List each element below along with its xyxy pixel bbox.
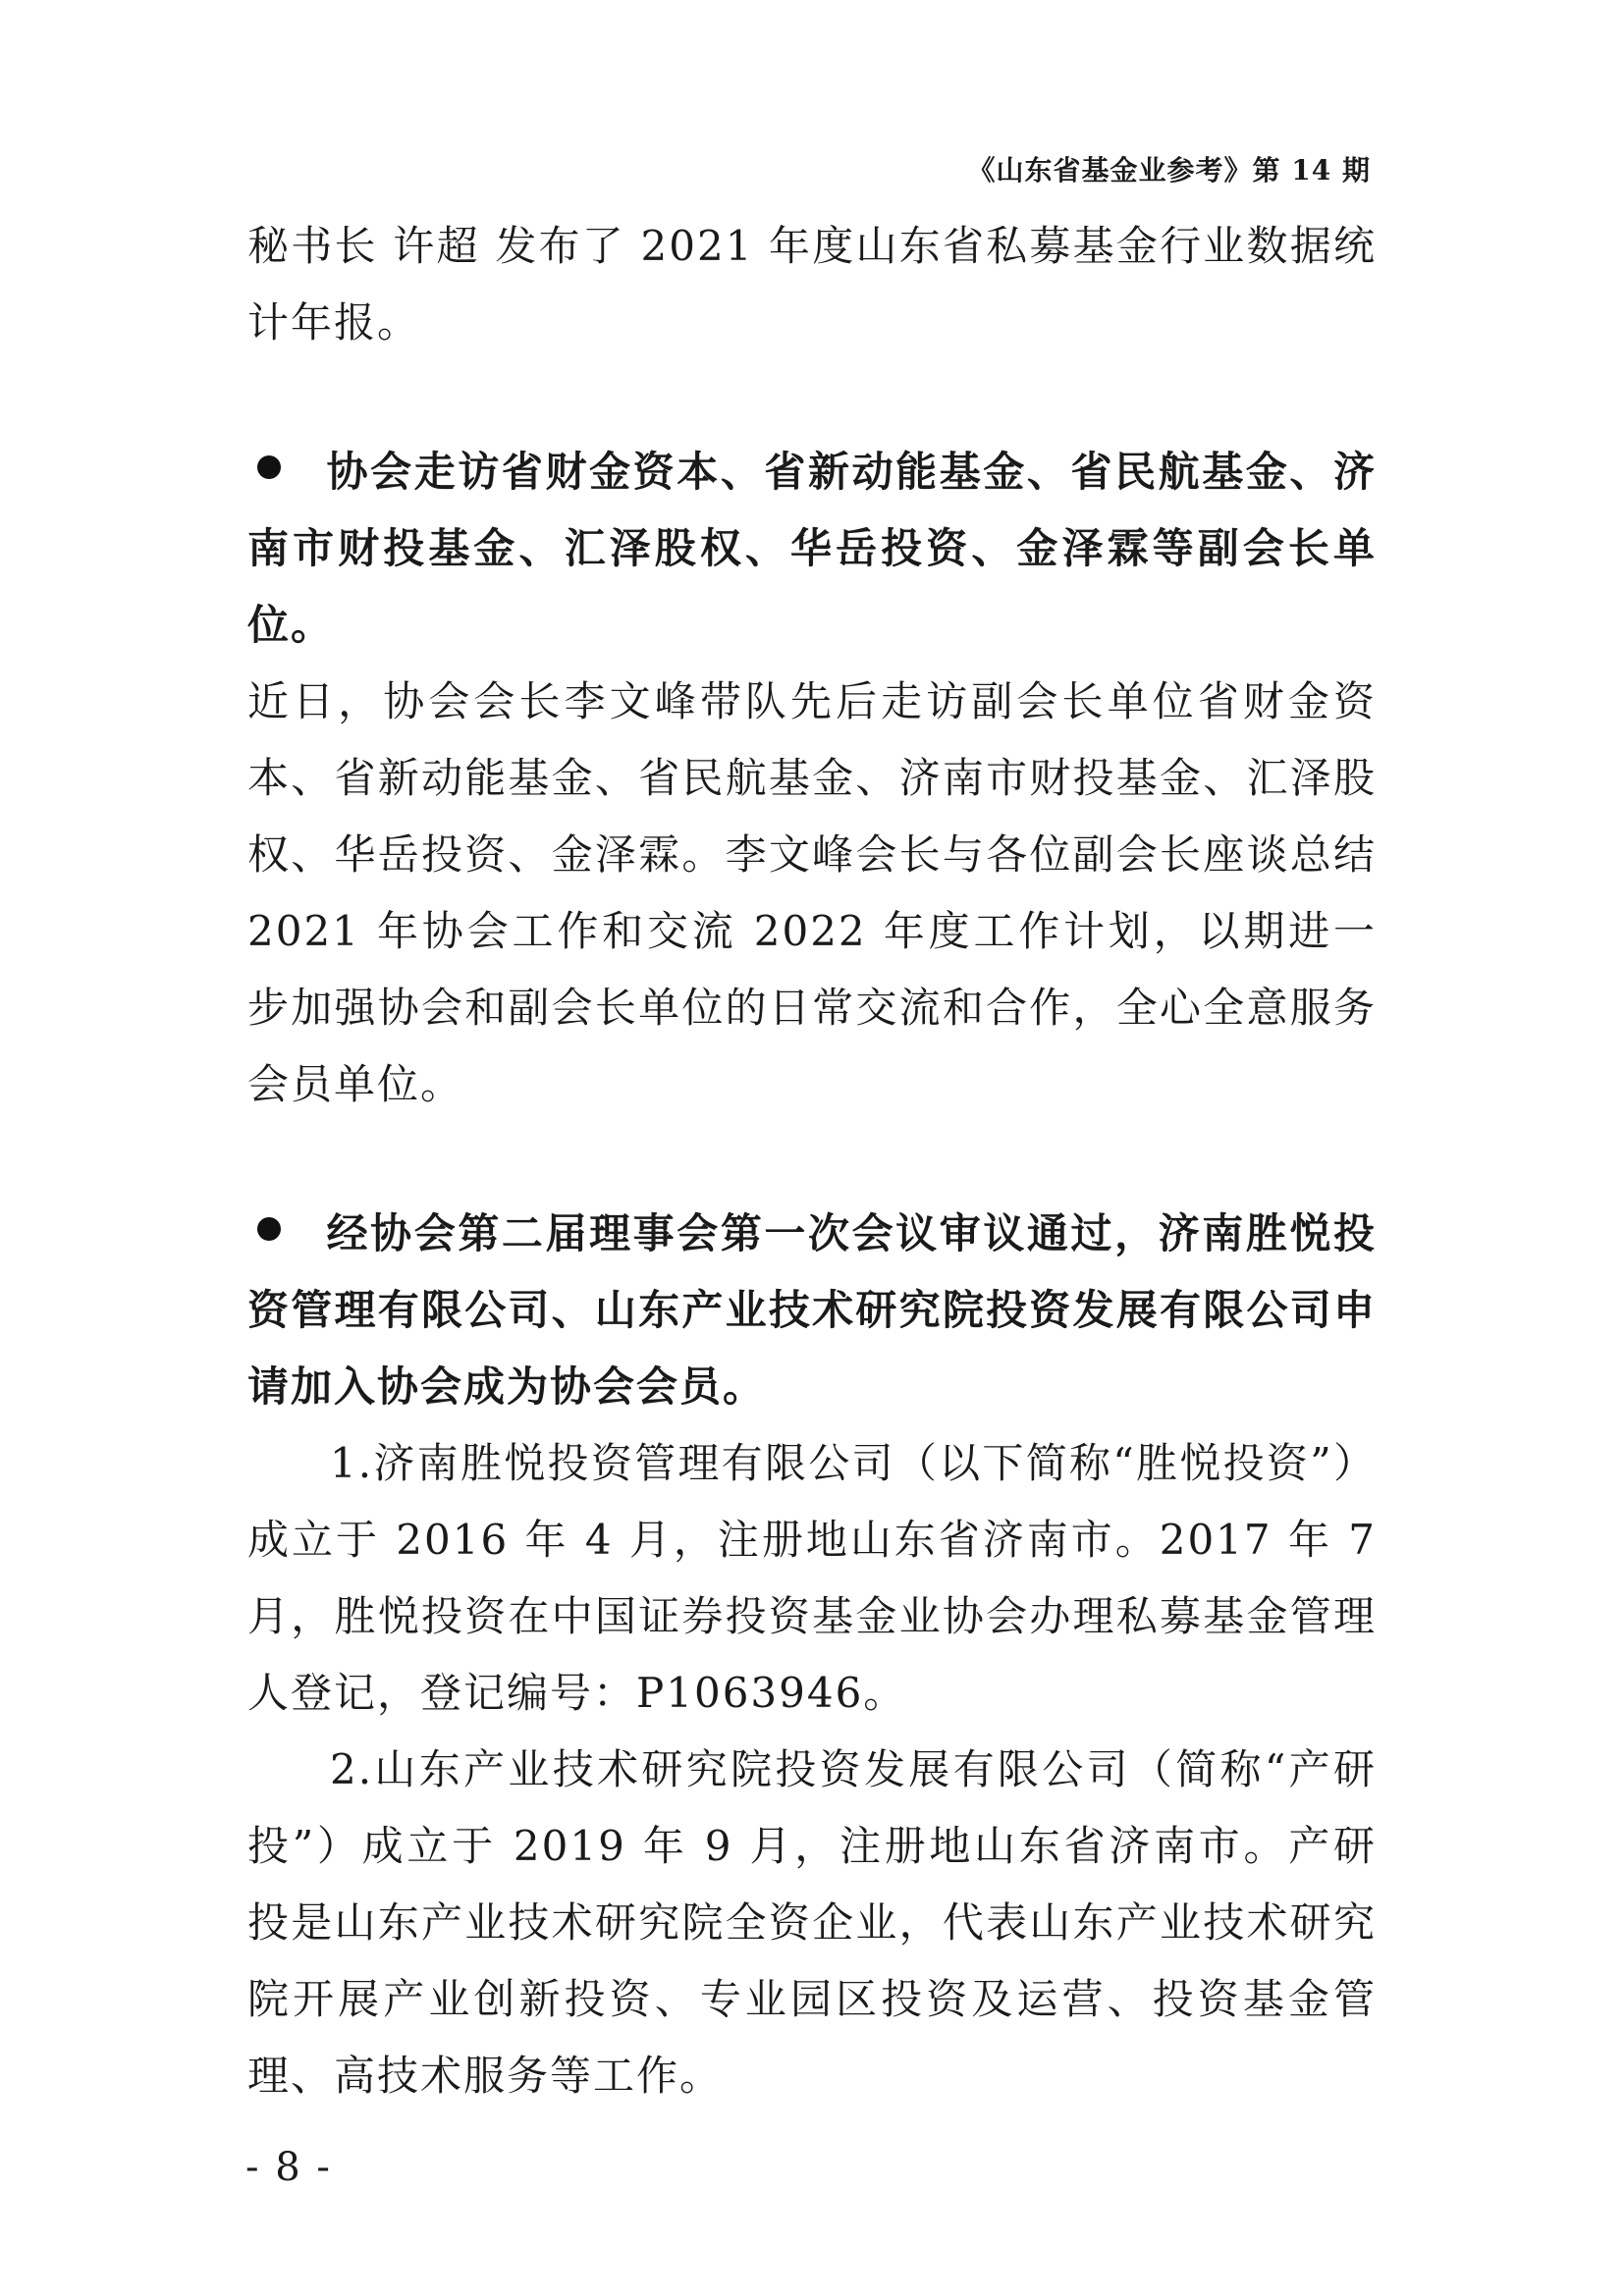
news-item-1-body: 近日，协会会长李文峰带队先后走访副会长单位省财金资本、省新动能基金、省民航基金、济南市财投基金、汇泽股权、华岳投资、金泽霖。李文峰会长与各位副会长座谈总结 2021 年协会工作和交流 2022 年度工作计划，以期进一步加强协会和副会长单位的日常交流和合作，全心全意服务会员单位。 [247, 677, 1377, 1108]
intro-paragraph: 秘书长 许超 发布了 2021 年度山东省私募基金行业数据统计年报。 [247, 222, 1377, 347]
document-body [247, 208, 1377, 2114]
news-item-1-title [247, 434, 1377, 664]
news-item-2-title-text: 经协会第二届理事会第一次会议审议通过，济南胜悦投资管理有限公司、山东产业技术研究院投资发展有限公司申请加入协会成为协会会员。 [247, 1209, 1377, 1411]
page-header: 《山东省基金业参考》第 14 期 [967, 154, 1371, 187]
news-item-2-member-2: 2.山东产业技术研究院投资发展有限公司（简称“产研投”）成立于 2019 年 9 月，注册地山东省济南市。产研投是山东产业技术研究院全资企业，代表山东产业技术研究院开展产业创新投资、专业园区投资及运营、投资基金管理、高技术服务等工作。 [247, 1745, 1377, 2100]
page-number: - 8 - [245, 2145, 332, 2190]
bullet-icon [257, 1217, 281, 1241]
news-item-2-title [247, 1196, 1377, 1425]
news-item-1-title-text: 协会走访省财金资本、省新动能基金、省民航基金、济南市财投基金、汇泽股权、华岳投资、金泽霖等副会长单位。 [247, 448, 1377, 649]
bullet-icon [257, 455, 281, 479]
news-item-2-member-1: 1.济南胜悦投资管理有限公司（以下简称“胜悦投资”）成立于 2016 年 4 月，注册地山东省济南市。2017 年 7 月，胜悦投资在中国证券投资基金业协会办理私募基金管理人登记，登记编号：P1063946。 [247, 1439, 1377, 1717]
